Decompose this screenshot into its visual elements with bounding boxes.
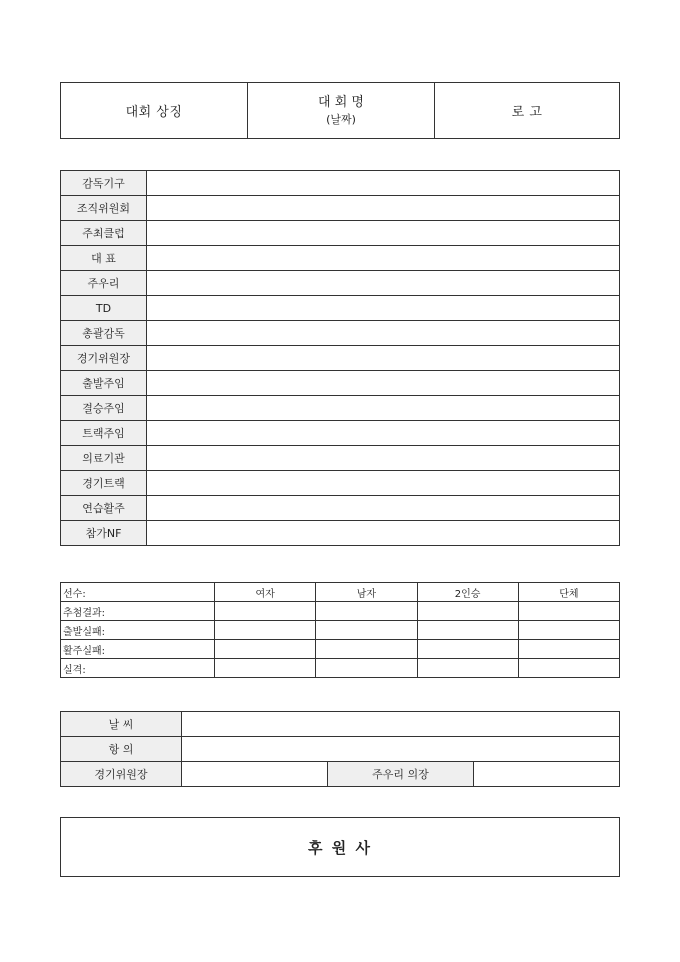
results-table (60, 582, 620, 678)
sponsor-label: 후 원 사 (308, 838, 372, 857)
results-row (61, 640, 620, 659)
official-row (61, 521, 620, 546)
results-header-team: 단체 (518, 583, 619, 602)
results-cell[interactable] (518, 621, 619, 640)
results-cell[interactable] (215, 621, 316, 640)
official-value[interactable] (147, 246, 620, 271)
official-row (61, 271, 620, 296)
event-symbol-label: 대회 상징 (125, 105, 183, 120)
chair-label: 경기위원장 (61, 762, 182, 787)
weather-value[interactable] (182, 712, 620, 737)
official-label: 조직위원회 (61, 196, 147, 221)
signature-row (61, 762, 620, 787)
official-label: 대 표 (61, 246, 147, 271)
results-cell[interactable] (316, 640, 417, 659)
officials-table (60, 170, 620, 546)
official-value[interactable] (147, 346, 620, 371)
official-label: 총괄감독 (61, 321, 147, 346)
protest-label: 항 의 (61, 737, 182, 762)
official-row (61, 196, 620, 221)
official-value[interactable] (147, 446, 620, 471)
official-row (61, 396, 620, 421)
results-cell[interactable] (215, 659, 316, 678)
jury-chair-label: 주우리 의장 (328, 762, 474, 787)
results-cell[interactable] (316, 602, 417, 621)
official-value[interactable] (147, 471, 620, 496)
jury-chair-value[interactable] (474, 762, 620, 787)
event-name-cell (248, 83, 435, 139)
results-cell[interactable] (518, 659, 619, 678)
results-row-label: 출발실패: (61, 621, 215, 640)
official-row (61, 471, 620, 496)
official-value[interactable] (147, 396, 620, 421)
official-label: 주우리 (61, 271, 147, 296)
official-row (61, 446, 620, 471)
official-label: 의료기관 (61, 446, 147, 471)
results-row (61, 659, 620, 678)
event-date: (날짜) (326, 112, 356, 126)
event-symbol-cell (61, 83, 248, 139)
logo-cell (435, 83, 620, 139)
results-header-doubles: 2인승 (417, 583, 518, 602)
official-label: 트랙주임 (61, 421, 147, 446)
official-row (61, 371, 620, 396)
results-cell[interactable] (518, 640, 619, 659)
protest-value[interactable] (182, 737, 620, 762)
results-header-row (61, 583, 620, 602)
results-header-men: 남자 (316, 583, 417, 602)
official-row (61, 221, 620, 246)
results-cell[interactable] (316, 659, 417, 678)
logo-label: 로 고 (511, 105, 543, 120)
official-row (61, 496, 620, 521)
official-label: 참가NF (61, 521, 147, 546)
protest-row (61, 737, 620, 762)
results-header-women: 여자 (215, 583, 316, 602)
sponsor-box (60, 817, 620, 877)
official-value[interactable] (147, 271, 620, 296)
sponsor-cell (61, 818, 620, 877)
official-row (61, 346, 620, 371)
official-label: 연습활주 (61, 496, 147, 521)
results-cell[interactable] (518, 602, 619, 621)
weather-label: 날 씨 (61, 712, 182, 737)
official-value[interactable] (147, 321, 620, 346)
results-cell[interactable] (215, 602, 316, 621)
chair-value[interactable] (182, 762, 328, 787)
results-cell[interactable] (417, 621, 518, 640)
official-label: 경기트랙 (61, 471, 147, 496)
official-value[interactable] (147, 171, 620, 196)
results-row-label: 실격: (61, 659, 215, 678)
results-header-athletes: 선수: (61, 583, 215, 602)
event-name-title: 대 회 명 (318, 94, 364, 110)
official-row (61, 421, 620, 446)
official-label: 결승주임 (61, 396, 147, 421)
official-label: 출발주임 (61, 371, 147, 396)
results-row-label: 추첨결과: (61, 602, 215, 621)
official-value[interactable] (147, 221, 620, 246)
official-value[interactable] (147, 371, 620, 396)
official-value[interactable] (147, 296, 620, 321)
official-label: 경기위원장 (61, 346, 147, 371)
results-row (61, 621, 620, 640)
official-value[interactable] (147, 421, 620, 446)
official-label: 감독기구 (61, 171, 147, 196)
official-value[interactable] (147, 196, 620, 221)
protest-table (60, 711, 620, 787)
results-cell[interactable] (215, 640, 316, 659)
official-value[interactable] (147, 496, 620, 521)
official-row (61, 246, 620, 271)
official-row (61, 171, 620, 196)
results-row (61, 602, 620, 621)
official-label: TD (61, 296, 147, 321)
results-cell[interactable] (316, 621, 417, 640)
header-table (60, 82, 620, 139)
results-row-label: 활주실패: (61, 640, 215, 659)
official-row (61, 321, 620, 346)
official-value[interactable] (147, 521, 620, 546)
results-cell[interactable] (417, 640, 518, 659)
weather-row (61, 712, 620, 737)
official-row (61, 296, 620, 321)
results-cell[interactable] (417, 659, 518, 678)
results-cell[interactable] (417, 602, 518, 621)
official-label: 주최클럽 (61, 221, 147, 246)
